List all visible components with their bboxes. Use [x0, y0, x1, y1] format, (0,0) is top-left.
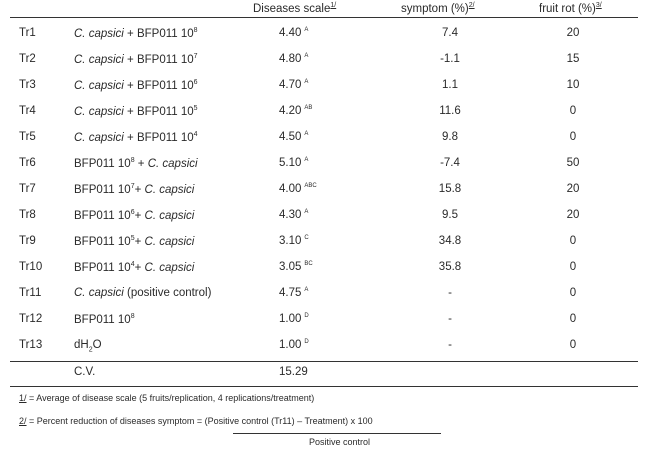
- table-row: [0, 22, 650, 48]
- disease-scale-value: 4.80: [279, 53, 302, 65]
- table-row: [0, 204, 650, 230]
- symptom-value: 1.1: [442, 79, 458, 91]
- treatment-id: Tr11: [19, 287, 42, 299]
- table-row: [0, 126, 650, 152]
- treatment-description: [74, 79, 198, 92]
- treatment-part: dH: [74, 339, 89, 351]
- disease-scale-value: 1.00: [279, 339, 302, 351]
- disease-scale-cell: [279, 157, 308, 169]
- disease-scale-value: 4.40: [279, 27, 302, 39]
- disease-scale-cell: [279, 105, 312, 117]
- fruit-rot-value: 0: [569, 105, 577, 117]
- fruit-rot-value: 20: [566, 27, 580, 39]
- disease-scale-value: 4.30: [279, 209, 302, 221]
- symptom-value: 11.6: [439, 105, 461, 117]
- symptom-value: 34.8: [438, 235, 462, 247]
- treatment-part: BFP011 10: [74, 183, 131, 196]
- table-row: [0, 230, 650, 256]
- significance-letter: D: [304, 339, 309, 346]
- cv-row: [0, 361, 650, 387]
- treatment-part: (positive control): [123, 287, 212, 299]
- significance-letter: A: [304, 53, 309, 60]
- treatment-description: [74, 131, 198, 144]
- disease-scale-cell: [279, 339, 309, 351]
- fruit-rot-value: 0: [569, 313, 577, 325]
- treatment-part: BFP011 10: [74, 235, 131, 248]
- disease-scale-value: 3.10: [279, 235, 302, 247]
- header-rule: [10, 17, 638, 18]
- concentration-exponent: 6: [130, 209, 135, 216]
- disease-scale-cell: [279, 183, 317, 195]
- treatment-description: [74, 313, 135, 326]
- concentration-exponent: 7: [130, 183, 135, 190]
- treatment-description: [74, 261, 194, 274]
- treatment-part: +: [134, 261, 145, 274]
- treatment-part: + BFP011 10: [123, 53, 194, 66]
- disease-scale-cell: [279, 287, 308, 299]
- fruit-rot-value: 10: [566, 79, 580, 91]
- footnote-2: 2/ = Percent reduction of diseases symptom = (Positive control (Tr11) – Treatment) x 100: [19, 416, 373, 426]
- treatment-description: [74, 339, 102, 353]
- pathogen-name: C. capsici: [74, 105, 124, 118]
- symptom-value: -1.1: [440, 53, 460, 65]
- disease-scale-value: 4.20: [279, 105, 302, 117]
- header-fruit-rot: fruit rot (%)$^{3/}$: [539, 2, 602, 15]
- treatment-description: [74, 183, 194, 196]
- fruit-rot-value: 0: [569, 261, 577, 273]
- treatment-part: + BFP011 10: [123, 131, 194, 144]
- significance-letter: ABC: [304, 183, 317, 190]
- footnote-1: 1/ = Average of disease scale (5 fruits/replication, 4 replications/treatment): [19, 393, 315, 403]
- treatment-description: [74, 209, 194, 222]
- treatment-part: BFP011 10: [74, 209, 131, 222]
- cv-value: 15.29: [279, 366, 308, 378]
- concentration-exponent: 4: [193, 131, 198, 138]
- treatment-id: Tr13: [19, 339, 43, 351]
- fruit-rot-value: 0: [569, 235, 577, 247]
- symptom-value: 9.8: [442, 131, 458, 143]
- treatment-id: Tr12: [19, 313, 43, 325]
- treatment-part: +: [134, 235, 145, 248]
- pathogen-name: C. capsici: [147, 157, 198, 170]
- table-row: [0, 48, 650, 74]
- significance-letter: A: [304, 287, 309, 294]
- concentration-exponent: 6: [193, 79, 198, 86]
- significance-letter: A: [304, 131, 309, 138]
- disease-scale-cell: [279, 209, 308, 221]
- treatment-id: Tr8: [19, 209, 36, 221]
- disease-scale-value: 3.05: [279, 261, 302, 273]
- treatment-description: [74, 235, 194, 248]
- fruit-rot-value: 20: [566, 183, 580, 195]
- significance-letter: A: [304, 157, 309, 164]
- symptom-value: -7.4: [440, 157, 460, 169]
- pathogen-name: C. capsici: [74, 79, 124, 92]
- table-row: [0, 334, 650, 360]
- concentration-exponent: 5: [130, 235, 135, 242]
- treatment-part: +: [134, 157, 148, 170]
- disease-scale-value: 4.00: [279, 183, 302, 195]
- pathogen-name: C. capsici: [74, 131, 124, 144]
- disease-scale-cell: [279, 79, 308, 91]
- disease-scale-cell: [279, 235, 309, 247]
- treatment-part: +: [134, 183, 145, 196]
- treatment-id: Tr10: [19, 261, 43, 273]
- disease-scale-cell: [279, 313, 309, 325]
- symptom-value: 35.8: [438, 261, 462, 273]
- pathogen-name: C. capsici: [74, 53, 124, 66]
- treatment-part: +: [134, 209, 145, 222]
- treatment-description: [74, 157, 198, 170]
- table-row: [0, 282, 650, 308]
- treatment-id: Tr6: [19, 157, 36, 169]
- symptom-value: 15.8: [438, 183, 462, 195]
- disease-scale-value: 1.00: [279, 313, 302, 325]
- subscript: 2: [88, 346, 93, 354]
- symptom-value: -: [448, 313, 452, 325]
- symptom-value: -: [448, 339, 452, 351]
- treatment-part: + BFP011 10: [123, 105, 194, 118]
- header-symptom: symptom (%)$^{2/}$: [401, 2, 475, 15]
- fruit-rot-value: 15: [566, 53, 580, 65]
- symptom-value: -: [448, 287, 452, 299]
- concentration-exponent: 8: [193, 27, 198, 34]
- pathogen-name: C. capsici: [144, 183, 195, 196]
- treatment-description: [74, 53, 198, 66]
- treatment-part: BFP011 10: [74, 313, 131, 326]
- pathogen-name: C. capsici: [144, 261, 195, 274]
- significance-letter: D: [304, 313, 309, 320]
- concentration-exponent: 8: [130, 157, 135, 164]
- disease-scale-cell: [279, 27, 308, 39]
- treatment-description: [74, 105, 198, 118]
- concentration-exponent: 8: [130, 313, 135, 320]
- treatment-id: Tr3: [19, 79, 36, 91]
- treatment-part: BFP011 10: [74, 157, 131, 170]
- treatment-id: Tr5: [19, 131, 36, 143]
- fraction-bar: [233, 433, 441, 434]
- fruit-rot-value: 0: [569, 287, 577, 299]
- treatment-id: Tr1: [19, 27, 36, 39]
- disease-scale-cell: [279, 261, 313, 273]
- disease-scale-value: 4.50: [279, 131, 302, 143]
- header-disease-scale: Diseases scale$^{1/}$: [253, 2, 337, 15]
- fruit-rot-value: 0: [569, 339, 577, 351]
- pathogen-name: C. capsici: [144, 235, 195, 248]
- treatment-part: O: [92, 339, 102, 351]
- pathogen-name: C. capsici: [74, 287, 124, 299]
- treatment-description: [74, 287, 211, 299]
- disease-scale-cell: [279, 131, 308, 143]
- significance-letter: C: [304, 235, 309, 242]
- disease-scale-value: 4.75: [279, 287, 302, 299]
- significance-letter: AB: [304, 105, 313, 112]
- table-row: [0, 152, 650, 178]
- significance-letter: A: [304, 79, 309, 86]
- disease-scale-value: 4.70: [279, 79, 302, 91]
- cv-label: C.V.: [74, 366, 96, 378]
- table-row: [0, 256, 650, 282]
- fruit-rot-value: 0: [569, 131, 577, 143]
- pathogen-name: C. capsici: [144, 209, 195, 222]
- pathogen-name: C. capsici: [74, 27, 124, 40]
- concentration-exponent: 7: [193, 53, 198, 60]
- cv-rule-bottom: [10, 386, 638, 387]
- table-row: [0, 308, 650, 334]
- symptom-value: 7.4: [442, 27, 458, 39]
- treatment-part: + BFP011 10: [123, 79, 194, 92]
- symptom-value: 9.5: [442, 209, 458, 221]
- significance-letter: A: [304, 209, 309, 216]
- treatment-part: + BFP011 10: [123, 27, 194, 40]
- treatment-id: Tr2: [19, 53, 36, 65]
- concentration-exponent: 5: [193, 105, 198, 112]
- disease-scale-value: 5.10: [279, 157, 302, 169]
- disease-scale-cell: [279, 53, 308, 65]
- concentration-exponent: 4: [130, 261, 135, 268]
- treatment-id: Tr9: [19, 235, 36, 247]
- fruit-rot-value: 50: [566, 157, 580, 169]
- treatment-description: [74, 27, 198, 40]
- treatment-id: Tr4: [19, 105, 36, 117]
- treatment-part: BFP011 10: [74, 261, 131, 274]
- footnote-2-denominator: Positive control: [309, 437, 371, 447]
- significance-letter: A: [304, 27, 309, 34]
- significance-letter: BC: [304, 261, 313, 268]
- fruit-rot-value: 20: [566, 209, 580, 221]
- table-row: [0, 178, 650, 204]
- table-row: [0, 100, 650, 126]
- treatment-id: Tr7: [19, 183, 36, 195]
- table-row: [0, 74, 650, 100]
